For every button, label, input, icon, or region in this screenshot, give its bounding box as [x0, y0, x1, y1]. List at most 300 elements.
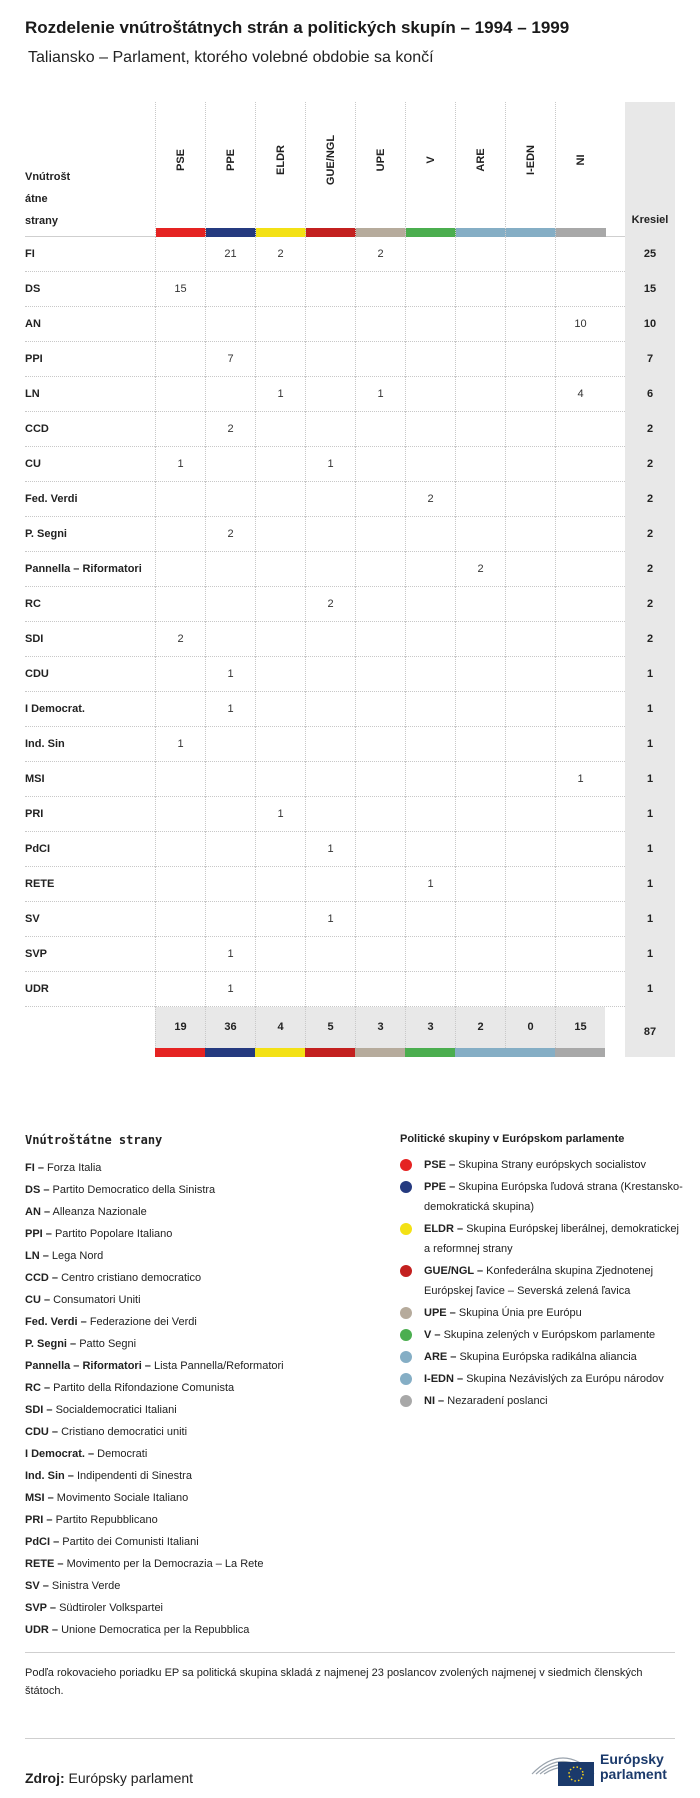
seat-cell — [555, 797, 605, 832]
column-total: 3 — [355, 1007, 405, 1048]
party-full-name: Socialdemocratici Italiani — [55, 1404, 177, 1416]
party-abbr: AN – — [25, 1206, 51, 1218]
table-row — [25, 867, 675, 902]
party-legend-item — [25, 1223, 385, 1245]
table-row — [25, 307, 675, 342]
row-total: 2 — [625, 587, 675, 622]
party-abbr: PPI – — [25, 1228, 52, 1240]
table-row — [25, 727, 675, 762]
seat-cell — [255, 482, 305, 517]
seat-cell — [355, 587, 405, 622]
seat-cell — [455, 867, 505, 902]
seat-cell — [455, 937, 505, 972]
seat-cell: 2 — [355, 237, 405, 272]
party-name: Fed. Verdi — [25, 493, 78, 505]
group-legend-item — [400, 1369, 685, 1389]
seat-cell — [505, 972, 555, 1007]
party-full-name: Consumatori Uniti — [53, 1294, 141, 1306]
divider — [25, 1652, 675, 1653]
group-full-name: Skupina Európska ľudová strana (Krestansko-demokratická skupina) — [424, 1181, 683, 1213]
seat-cell — [355, 552, 405, 587]
seat-cell — [255, 972, 305, 1007]
column-header — [355, 102, 405, 237]
group-color-bar — [355, 1048, 405, 1057]
seat-cell — [155, 937, 205, 972]
seat-cell — [205, 552, 255, 587]
seat-cell — [355, 307, 405, 342]
divider — [25, 1738, 675, 1739]
group-color-bar — [356, 228, 406, 237]
group-color-dot-icon — [400, 1159, 412, 1171]
seat-cell — [305, 377, 355, 412]
seat-cell: 1 — [405, 867, 455, 902]
group-abbr: GUE/NGL – — [424, 1265, 484, 1277]
column-total: 5 — [305, 1007, 355, 1048]
seat-cell — [505, 797, 555, 832]
seat-cell: 21 — [205, 237, 255, 272]
seat-cell — [455, 482, 505, 517]
seat-cell — [305, 517, 355, 552]
seat-cell — [505, 867, 555, 902]
seat-cell — [355, 797, 405, 832]
column-header-label: ELDR — [274, 145, 287, 175]
totals-row — [25, 1007, 675, 1057]
seat-cell — [505, 237, 555, 272]
party-legend-item — [25, 1509, 385, 1531]
party-abbr: Fed. Verdi – — [25, 1316, 87, 1328]
seat-cell — [455, 237, 505, 272]
seat-cell — [355, 692, 405, 727]
groups-legend-heading: Politické skupiny v Európskom parlamente — [400, 1133, 625, 1145]
group-abbr: PPE – — [424, 1181, 456, 1193]
party-legend-item — [25, 1487, 385, 1509]
source-value: Európsky parlament — [68, 1770, 194, 1786]
seat-cell — [255, 727, 305, 762]
row-total: 2 — [625, 412, 675, 447]
party-name: Ind. Sin — [25, 738, 65, 750]
seat-cell — [455, 902, 505, 937]
seat-cell — [555, 272, 605, 307]
party-legend-item — [25, 1333, 385, 1355]
seat-cell — [405, 727, 455, 762]
seat-cell — [405, 902, 455, 937]
row-total: 1 — [625, 762, 675, 797]
seat-cell — [305, 727, 355, 762]
party-name: PPI — [25, 353, 43, 365]
group-color-bar — [405, 1048, 455, 1057]
party-full-name: Movimento per la Democrazia – La Rete — [66, 1558, 264, 1570]
party-abbr: RC – — [25, 1382, 51, 1394]
group-color-dot-icon — [400, 1223, 412, 1235]
logo-line1: Európsky — [600, 1751, 664, 1767]
party-legend-item — [25, 1421, 385, 1443]
column-header-label: PSE — [174, 148, 187, 172]
parties-legend-heading: Vnútroštátne strany — [25, 1133, 163, 1147]
seat-cell — [455, 307, 505, 342]
seat-cell — [155, 342, 205, 377]
group-legend-item — [400, 1303, 685, 1323]
table-row — [25, 272, 675, 307]
seat-cell — [455, 517, 505, 552]
seat-cell — [505, 272, 555, 307]
seat-cell — [505, 342, 555, 377]
party-abbr: SVP – — [25, 1602, 56, 1614]
seat-cell — [455, 727, 505, 762]
seat-cell — [255, 342, 305, 377]
seat-cell — [505, 552, 555, 587]
party-full-name: Alleanza Nazionale — [52, 1206, 147, 1218]
seat-cell — [355, 867, 405, 902]
column-header-label: V — [424, 156, 437, 164]
seat-cell — [305, 797, 355, 832]
seat-cell — [405, 937, 455, 972]
seat-cell — [205, 832, 255, 867]
seat-cell — [305, 307, 355, 342]
ep-logo-icon — [528, 1748, 598, 1788]
seat-cell — [455, 377, 505, 412]
group-color-dot-icon — [400, 1307, 412, 1319]
group-full-name: Skupina Európska radikálna aliancia — [459, 1351, 637, 1363]
seat-cell — [205, 622, 255, 657]
group-full-name: Skupina Únia pre Európu — [458, 1307, 582, 1319]
row-header-label: Vnútrošt átne strany — [25, 171, 71, 227]
row-total: 6 — [625, 377, 675, 412]
seat-cell — [255, 307, 305, 342]
column-header-label: I-EDN — [524, 145, 537, 175]
seat-cell — [555, 342, 605, 377]
party-full-name: Partito dei Comunisti Italiani — [62, 1536, 199, 1548]
seat-cell — [305, 412, 355, 447]
table-row — [25, 832, 675, 867]
party-name: P. Segni — [25, 528, 67, 540]
seat-cell — [155, 307, 205, 342]
seat-cell — [555, 622, 605, 657]
seat-cell — [455, 972, 505, 1007]
seat-cell — [505, 727, 555, 762]
column-total: 0 — [505, 1007, 555, 1048]
party-legend-item — [25, 1289, 385, 1311]
seat-cell — [555, 237, 605, 272]
row-total: 2 — [625, 517, 675, 552]
seat-cell — [405, 342, 455, 377]
seat-cell — [305, 237, 355, 272]
party-name: RC — [25, 598, 41, 610]
seat-cell — [455, 272, 505, 307]
group-color-bar — [505, 1048, 555, 1057]
column-total: 19 — [155, 1007, 205, 1048]
column-header — [255, 102, 305, 237]
seat-cell: 1 — [205, 692, 255, 727]
seat-cell: 1 — [155, 447, 205, 482]
seat-cell — [255, 272, 305, 307]
table-row — [25, 937, 675, 972]
party-name: RETE — [25, 878, 55, 890]
seat-cell — [405, 832, 455, 867]
group-color-bar — [506, 228, 556, 237]
seat-cell — [505, 447, 555, 482]
table-row — [25, 657, 675, 692]
group-abbr: UPE – — [424, 1307, 456, 1319]
group-abbr: I-EDN – — [424, 1373, 464, 1385]
seat-cell — [255, 762, 305, 797]
seat-cell — [155, 657, 205, 692]
party-abbr: Pannella – Riformatori – — [25, 1360, 151, 1372]
seat-cell: 1 — [305, 832, 355, 867]
seat-cell — [155, 482, 205, 517]
column-total: 36 — [205, 1007, 255, 1048]
group-color-bar — [255, 1048, 305, 1057]
seat-cell — [505, 937, 555, 972]
party-full-name: Lega Nord — [51, 1250, 104, 1262]
seat-cell — [155, 517, 205, 552]
party-full-name: Partito Popolare Italiano — [54, 1228, 173, 1240]
party-full-name: Partito Repubblicano — [55, 1514, 158, 1526]
seat-cell — [505, 307, 555, 342]
group-legend-item — [400, 1391, 685, 1411]
logo-line2: parlament — [600, 1766, 667, 1782]
seat-cell: 7 — [205, 342, 255, 377]
group-color-bar — [555, 1048, 605, 1057]
table-body — [25, 237, 675, 1007]
table-row — [25, 482, 675, 517]
party-legend-item — [25, 1179, 385, 1201]
seat-cell — [155, 832, 205, 867]
seat-cell — [355, 482, 405, 517]
party-full-name: Movimento Sociale Italiano — [56, 1492, 189, 1504]
column-total: 2 — [455, 1007, 505, 1048]
footnote: Podľa rokovacieho poriadku EP sa politická skupina skladá z najmenej 23 poslancov zvolených najmenej v siedmich členských štátoch. — [25, 1667, 643, 1697]
party-legend-item — [25, 1311, 385, 1333]
seat-cell — [455, 587, 505, 622]
column-total: 15 — [555, 1007, 605, 1048]
seat-cell — [205, 797, 255, 832]
seat-cell: 1 — [205, 972, 255, 1007]
party-name: FI — [25, 248, 35, 260]
seat-cell — [305, 342, 355, 377]
seat-cell — [405, 237, 455, 272]
party-abbr: FI – — [25, 1162, 44, 1174]
seat-cell — [205, 447, 255, 482]
column-header — [505, 102, 555, 237]
seat-cell — [205, 272, 255, 307]
seat-cell: 2 — [405, 482, 455, 517]
seat-cell — [305, 762, 355, 797]
seat-cell — [255, 622, 305, 657]
table-row — [25, 692, 675, 727]
seat-cell — [205, 867, 255, 902]
party-full-name: Cristiano democratici uniti — [61, 1426, 188, 1438]
seat-cell — [405, 552, 455, 587]
seat-cell — [205, 727, 255, 762]
row-total: 1 — [625, 832, 675, 867]
group-color-dot-icon — [400, 1351, 412, 1363]
party-abbr: LN – — [25, 1250, 49, 1262]
party-abbr: Ind. Sin – — [25, 1470, 74, 1482]
seat-cell — [455, 622, 505, 657]
group-color-bar — [155, 1048, 205, 1057]
seat-cell — [555, 552, 605, 587]
party-legend-item — [25, 1355, 385, 1377]
seat-cell — [305, 552, 355, 587]
seat-cell — [305, 692, 355, 727]
seat-cell — [155, 762, 205, 797]
table-row — [25, 412, 675, 447]
row-total: 1 — [625, 902, 675, 937]
party-name: SDI — [25, 633, 44, 645]
row-total: 2 — [625, 552, 675, 587]
row-total: 10 — [625, 307, 675, 342]
seat-cell — [355, 272, 405, 307]
seat-cell — [155, 412, 205, 447]
seat-cell — [155, 587, 205, 622]
seat-cell — [455, 412, 505, 447]
row-total: 2 — [625, 482, 675, 517]
seat-cell — [505, 412, 555, 447]
party-abbr: CDU – — [25, 1426, 59, 1438]
group-color-bar — [456, 228, 506, 237]
seat-cell — [355, 517, 405, 552]
party-abbr: MSI – — [25, 1492, 54, 1504]
seat-cell — [505, 692, 555, 727]
source-line — [25, 1770, 193, 1786]
party-full-name: Südtiroler Volkspartei — [59, 1602, 164, 1614]
seat-cell: 2 — [455, 552, 505, 587]
party-name: SVP — [25, 948, 48, 960]
seat-cell — [305, 867, 355, 902]
total-column-header — [625, 102, 675, 237]
party-legend-item — [25, 1553, 385, 1575]
seat-cell — [555, 727, 605, 762]
group-color-bar — [206, 228, 256, 237]
column-header-label: NI — [574, 154, 587, 166]
row-total: 1 — [625, 937, 675, 972]
group-color-bar — [406, 228, 456, 237]
seat-cell — [355, 902, 405, 937]
column-header-label: UPE — [374, 148, 387, 172]
parties-list — [25, 1157, 385, 1641]
group-color-dot-icon — [400, 1395, 412, 1407]
seat-cell — [405, 762, 455, 797]
seat-cell — [405, 657, 455, 692]
table-row — [25, 762, 675, 797]
group-full-name: Skupina Strany európskych socialistov — [458, 1159, 646, 1171]
seat-cell — [355, 657, 405, 692]
party-name: PRI — [25, 808, 44, 820]
group-abbr: ELDR – — [424, 1223, 464, 1235]
seat-cell — [405, 797, 455, 832]
seat-cell: 4 — [555, 377, 605, 412]
seat-cell — [305, 972, 355, 1007]
seat-cell — [555, 972, 605, 1007]
party-legend-item — [25, 1597, 385, 1619]
party-full-name: Lista Pannella/Reformatori — [154, 1360, 284, 1372]
column-header-label: GUE/NGL — [324, 134, 337, 186]
seat-cell — [505, 587, 555, 622]
total-header-label: Kresiel — [631, 214, 669, 226]
group-full-name: Konfederálna skupina Zjednotenej Európskej ľavice – Severská zelená ľavica — [424, 1265, 654, 1297]
seat-cell — [155, 377, 205, 412]
table-row — [25, 622, 675, 657]
seat-cell: 1 — [205, 937, 255, 972]
party-name: DS — [25, 283, 41, 295]
seat-cell — [205, 482, 255, 517]
seat-cell — [455, 342, 505, 377]
seat-cell — [405, 307, 455, 342]
party-full-name: Forza Italia — [47, 1162, 102, 1174]
group-color-dot-icon — [400, 1373, 412, 1385]
party-name: PdCI — [25, 843, 51, 855]
seat-cell — [155, 552, 205, 587]
party-full-name: Partito della Rifondazione Comunista — [53, 1382, 235, 1394]
party-full-name: Indipendenti di Sinestra — [76, 1470, 192, 1482]
seat-cell — [355, 937, 405, 972]
groups-legend — [400, 1133, 685, 1413]
row-total: 1 — [625, 797, 675, 832]
party-full-name: Partito Democratico della Sinistra — [52, 1184, 216, 1196]
column-header — [305, 102, 355, 237]
group-color-bar — [306, 228, 356, 237]
seat-cell — [505, 902, 555, 937]
seat-cell — [405, 587, 455, 622]
seat-cell — [505, 622, 555, 657]
party-name: CCD — [25, 423, 49, 435]
party-name: MSI — [25, 773, 45, 785]
seat-cell — [555, 832, 605, 867]
seat-cell: 1 — [155, 727, 205, 762]
group-color-bar — [455, 1048, 505, 1057]
seat-cell: 1 — [355, 377, 405, 412]
column-header — [405, 102, 455, 237]
seat-cell — [405, 517, 455, 552]
seat-cell: 1 — [255, 797, 305, 832]
row-total: 1 — [625, 972, 675, 1007]
group-full-name: Skupina zelených v Európskom parlamente — [443, 1329, 656, 1341]
party-legend-item — [25, 1399, 385, 1421]
table-row — [25, 587, 675, 622]
seat-cell: 1 — [305, 447, 355, 482]
party-name: SV — [25, 913, 40, 925]
seat-cell — [505, 517, 555, 552]
seat-cell — [455, 762, 505, 797]
seat-cell — [305, 657, 355, 692]
party-abbr: PdCI – — [25, 1536, 60, 1548]
seat-cell — [155, 237, 205, 272]
seat-cell — [455, 797, 505, 832]
seat-cell — [255, 447, 305, 482]
seat-cell — [555, 447, 605, 482]
group-legend-item — [400, 1155, 685, 1175]
seat-cell — [555, 587, 605, 622]
seat-cell — [555, 692, 605, 727]
seat-cell — [155, 972, 205, 1007]
page-subtitle: Taliansko – Parlament, ktorého volebné obdobie sa končí — [28, 49, 434, 66]
seat-cell — [555, 902, 605, 937]
party-legend-item — [25, 1531, 385, 1553]
seat-cell — [155, 902, 205, 937]
group-legend-item — [400, 1325, 685, 1345]
row-total: 25 — [625, 237, 675, 272]
seat-cell: 1 — [255, 377, 305, 412]
party-legend-item — [25, 1157, 385, 1179]
seat-cell — [155, 867, 205, 902]
seat-cell — [355, 412, 405, 447]
seat-cell — [505, 657, 555, 692]
groups-list — [400, 1155, 685, 1411]
seat-cell — [555, 867, 605, 902]
seat-cell — [305, 272, 355, 307]
seat-cell — [205, 587, 255, 622]
party-name: I Democrat. — [25, 703, 85, 715]
